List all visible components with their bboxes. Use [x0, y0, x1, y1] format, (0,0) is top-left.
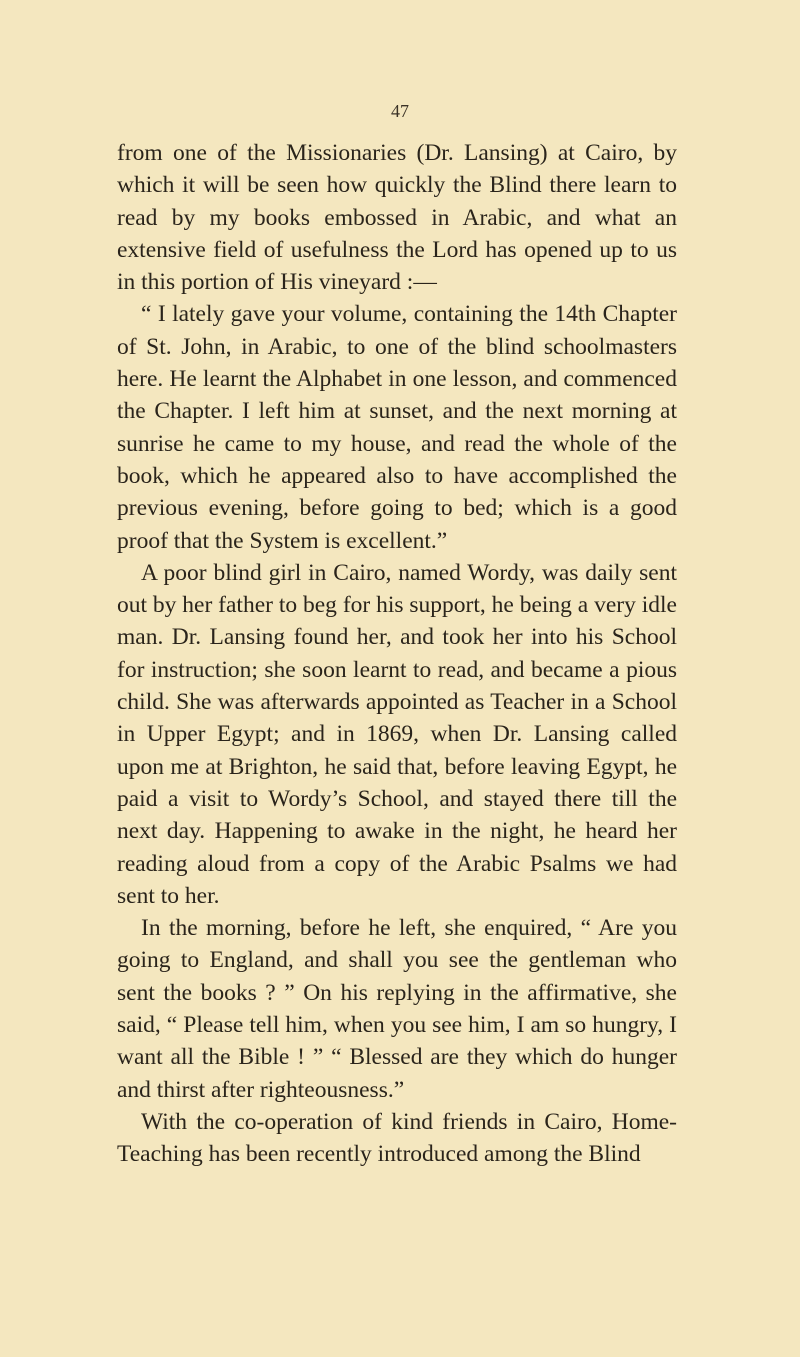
body-text	[117, 137, 677, 1171]
paragraph-3: A poor blind girl in Cairo, named Wordy, was daily sent out by her father to beg for his support, he being a very idle man. Dr. Lansing found her, and took her into his School for instruction; she soon learnt to read, and became a pious child. She was afterwards appointed as Teacher in a School in Upper Egypt; and in 1869, when Dr. Lansing called upon me at Brighton, he said that, before leaving Egypt, he paid a visit to Wordy’s School, and stayed there till the next day. Happening to awake in the night, he heard her reading aloud from a copy of the Arabic Psalms we had sent to her.	[117, 559, 677, 909]
page-number: 47	[391, 101, 409, 121]
paragraph-2-quote: “ I lately gave your volume, containing the 14th Chapter of St. John, in Arabic, to one of the blind schoolmasters here. He learnt the Alphabet in one lesson, and commenced the Chapter. I left him at sunset, and the next morning at sunrise he came to my house, and read the whole of the book, which he appeared also to have accomplished the previous evening, before going to bed; which is a good proof that the System is excellent.”	[117, 301, 677, 554]
paragraph-5: With the co-operation of kind friends in Cairo, Home-Teaching has been recently introduced among the Blind	[117, 1108, 677, 1168]
paragraph-1: from one of the Missionaries (Dr. Lansing) at Cairo, by which it will be seen how quickly the Blind there learn to read by my books embossed in Arabic, and what an extensive field of usefulness the Lord has opened up to us in this portion of His vineyard :—	[117, 140, 677, 296]
paragraph-4: In the morning, before he left, she enquired, “ Are you going to England, and shall you see the gentleman who sent the books ? ” On his replying in the affirmative, she said, “ Please tell him, when you see him, I am so hungry, I want all the Bible ! ” “ Blessed are they which do hunger and thirst after righteousness.”	[117, 915, 677, 1103]
